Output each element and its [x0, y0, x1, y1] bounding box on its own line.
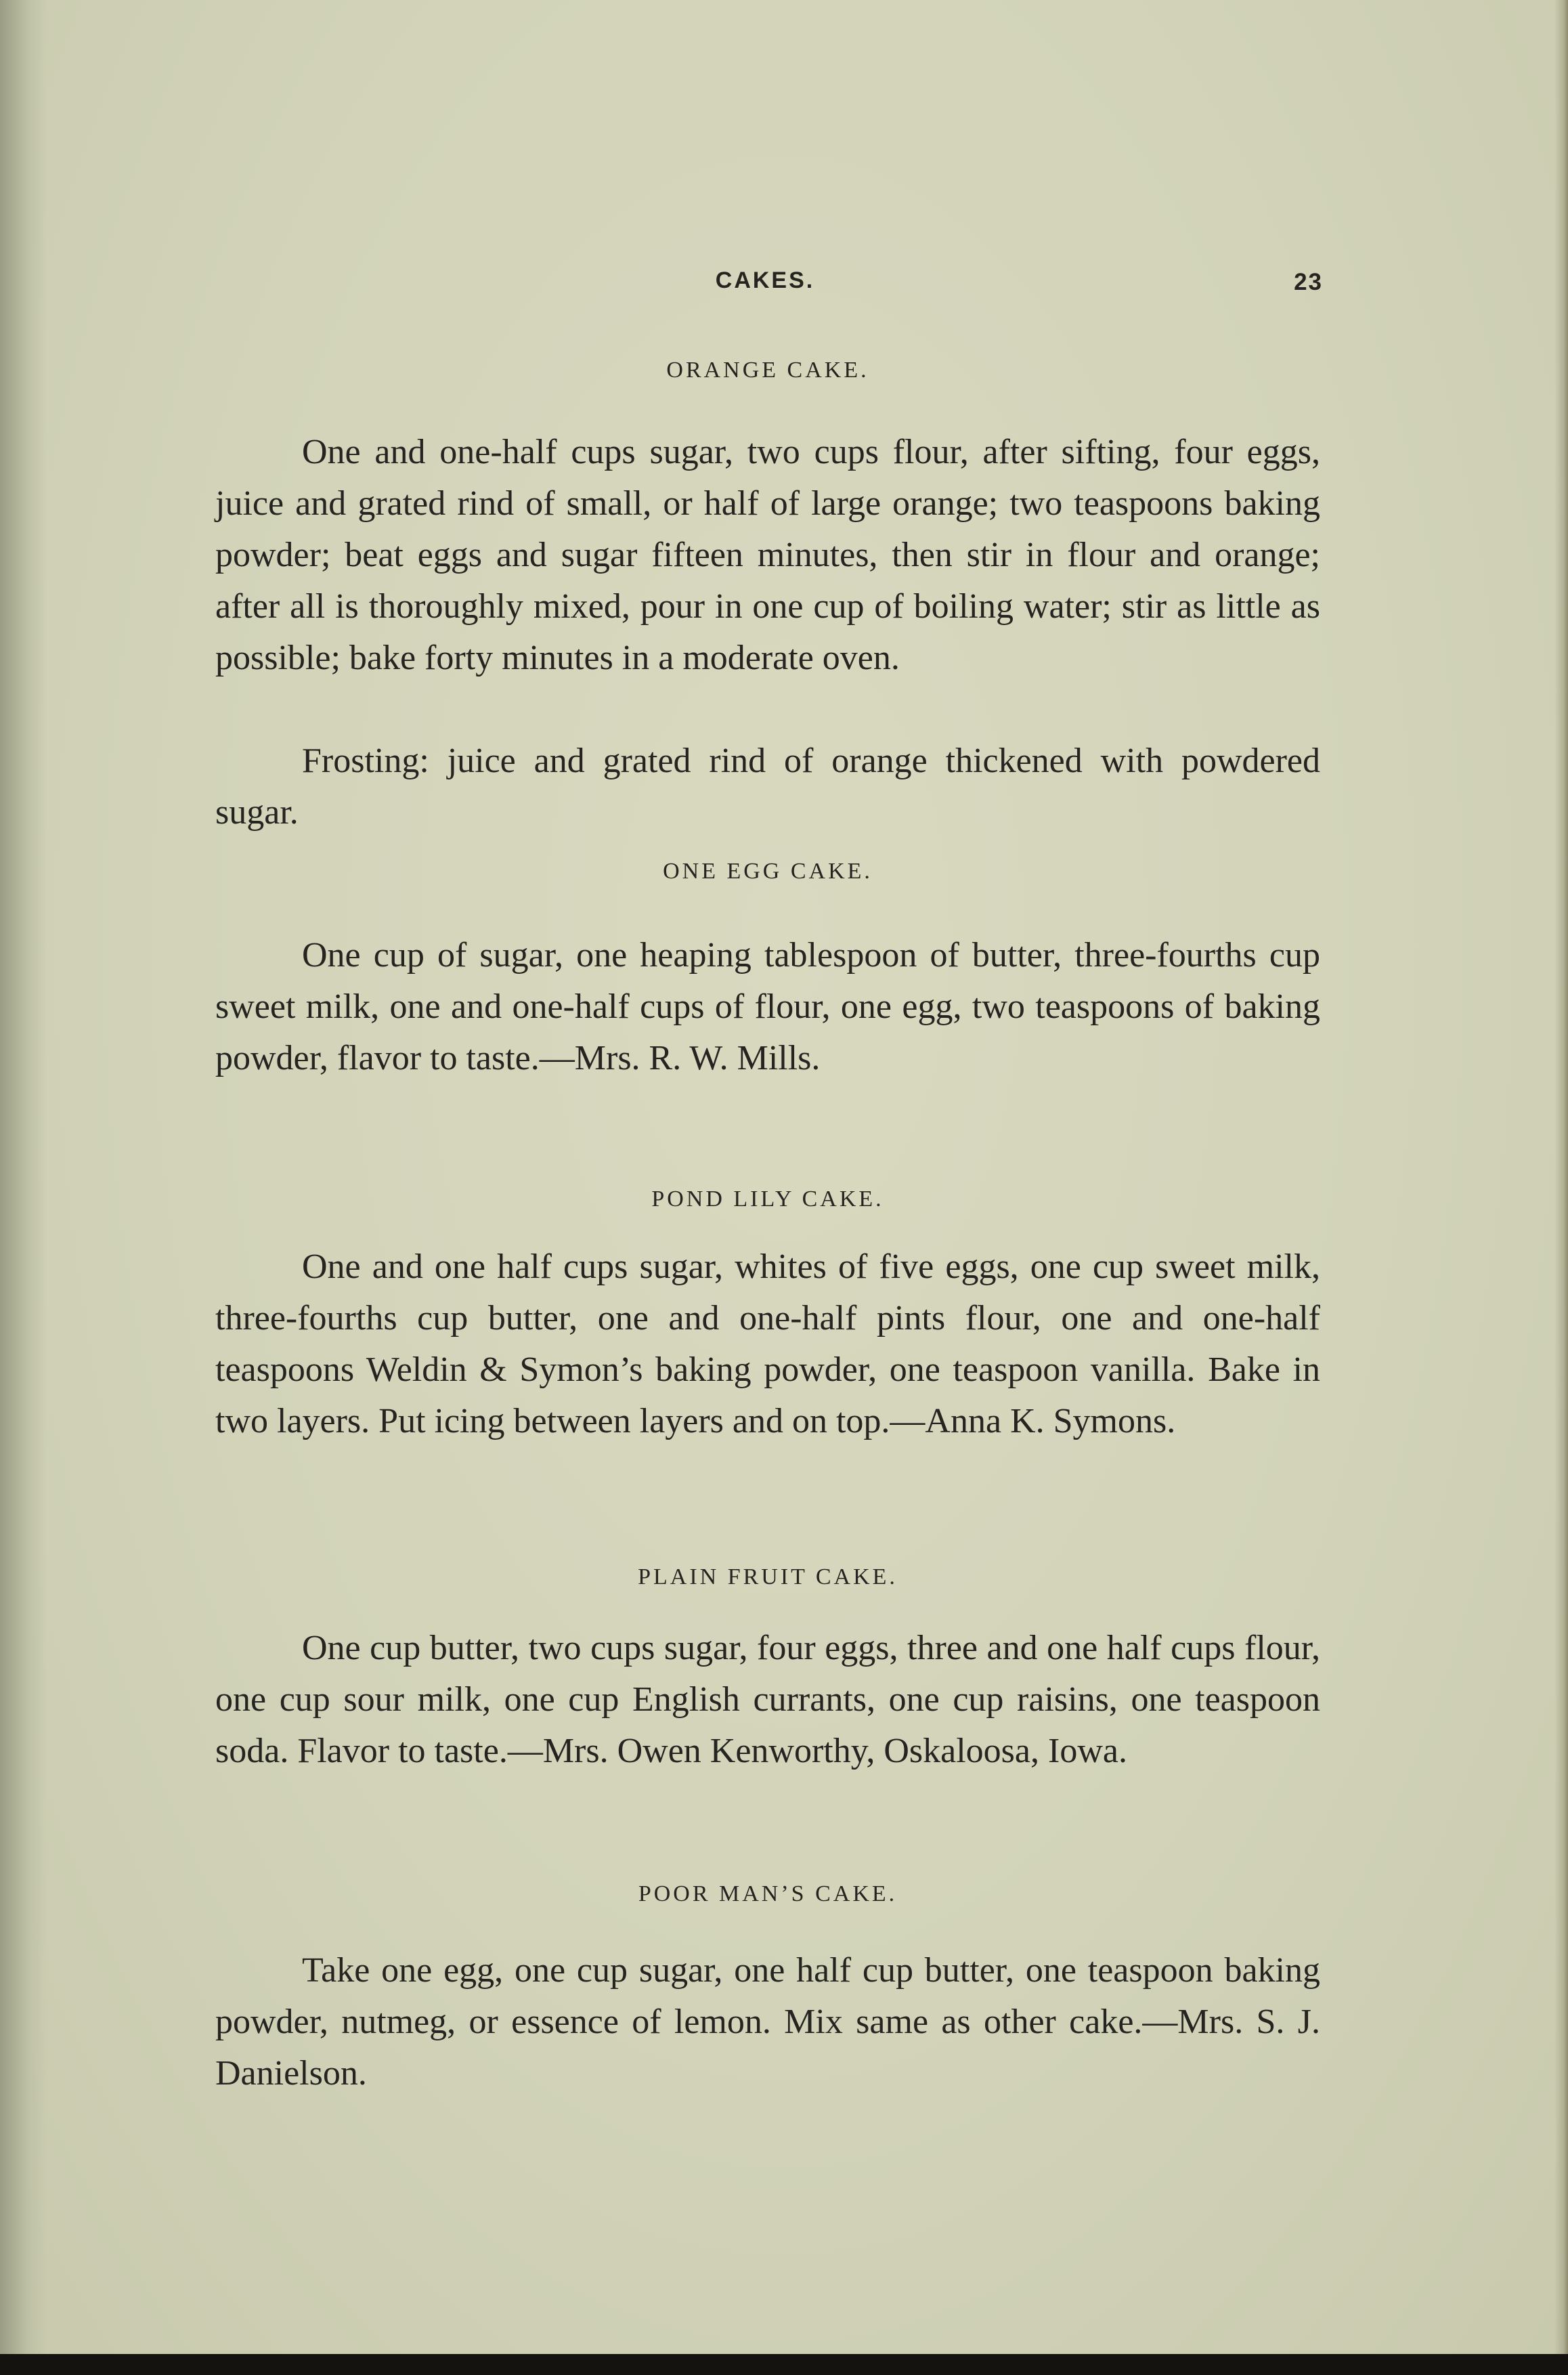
recipe-text-pond-lily-cake: One and one half cups sugar, whites of five eggs, one cup sweet milk, three-fourths cup butter, one and one-half pints flour, one and one-half teaspoons Weldin & Symon’s baking powder, one teaspoon vanilla. Bake in two layers. Put icing between layers and on top.—Anna K. Symons.	[215, 1247, 1320, 1440]
recipe-title-plain-fruit-cake: PLAIN FRUIT CAKE.	[638, 1564, 898, 1589]
recipe-frosting-orange-cake: Frosting: juice and grated rind of orange thickened with powdered sugar.	[215, 742, 1320, 832]
recipe-title-orange-cake: ORANGE CAKE.	[666, 358, 869, 383]
recipe-text-orange-cake: One and one-half cups sugar, two cups flour, after sifting, four eggs, juice and grated rind of small, or half of large orange; two teaspoons baking powder; beat eggs and sugar fifteen minutes, then stir in flour and orange; after all is thoroughly mixed, pour in one cup of boiling water; stir as little as possible; bake forty minutes in a moderate oven.	[215, 433, 1320, 677]
recipe-text-one-egg-cake: One cup of sugar, one heaping tablespoon of butter, three-fourths cup sweet milk, one and one-half cups of flour, one egg, two teaspoons of baking powder, flavor to taste.—Mrs. R. W. Mills.	[215, 936, 1320, 1077]
recipe-text-plain-fruit-cake: One cup butter, two cups sugar, four eggs, three and one half cups flour, one cup sour milk, one cup English currants, one cup raisins, one teaspoon soda. Flavor to taste.—Mrs. Owen Kenworthy, Oskaloosa, Iowa.	[215, 1629, 1320, 1770]
page-bottom-edge	[0, 2354, 1568, 2375]
recipe-text-poor-mans-cake: Take one egg, one cup sugar, one half cup butter, one teaspoon baking powder, nutmeg, or essence of lemon. Mix same as other cake.—Mrs. S. J. Danielson.	[215, 1951, 1320, 2093]
running-title: CAKES.	[715, 268, 815, 293]
recipe-title-one-egg-cake: ONE EGG CAKE.	[663, 859, 873, 884]
recipe-title-pond-lily-cake: POND LILY CAKE.	[651, 1186, 884, 1212]
spine-shadow	[0, 0, 47, 2354]
page-number: 23	[1294, 269, 1323, 295]
page-edge	[1554, 0, 1568, 2354]
recipe-title-poor-mans-cake: POOR MAN’S CAKE.	[638, 1881, 898, 1906]
running-head	[203, 268, 1327, 301]
